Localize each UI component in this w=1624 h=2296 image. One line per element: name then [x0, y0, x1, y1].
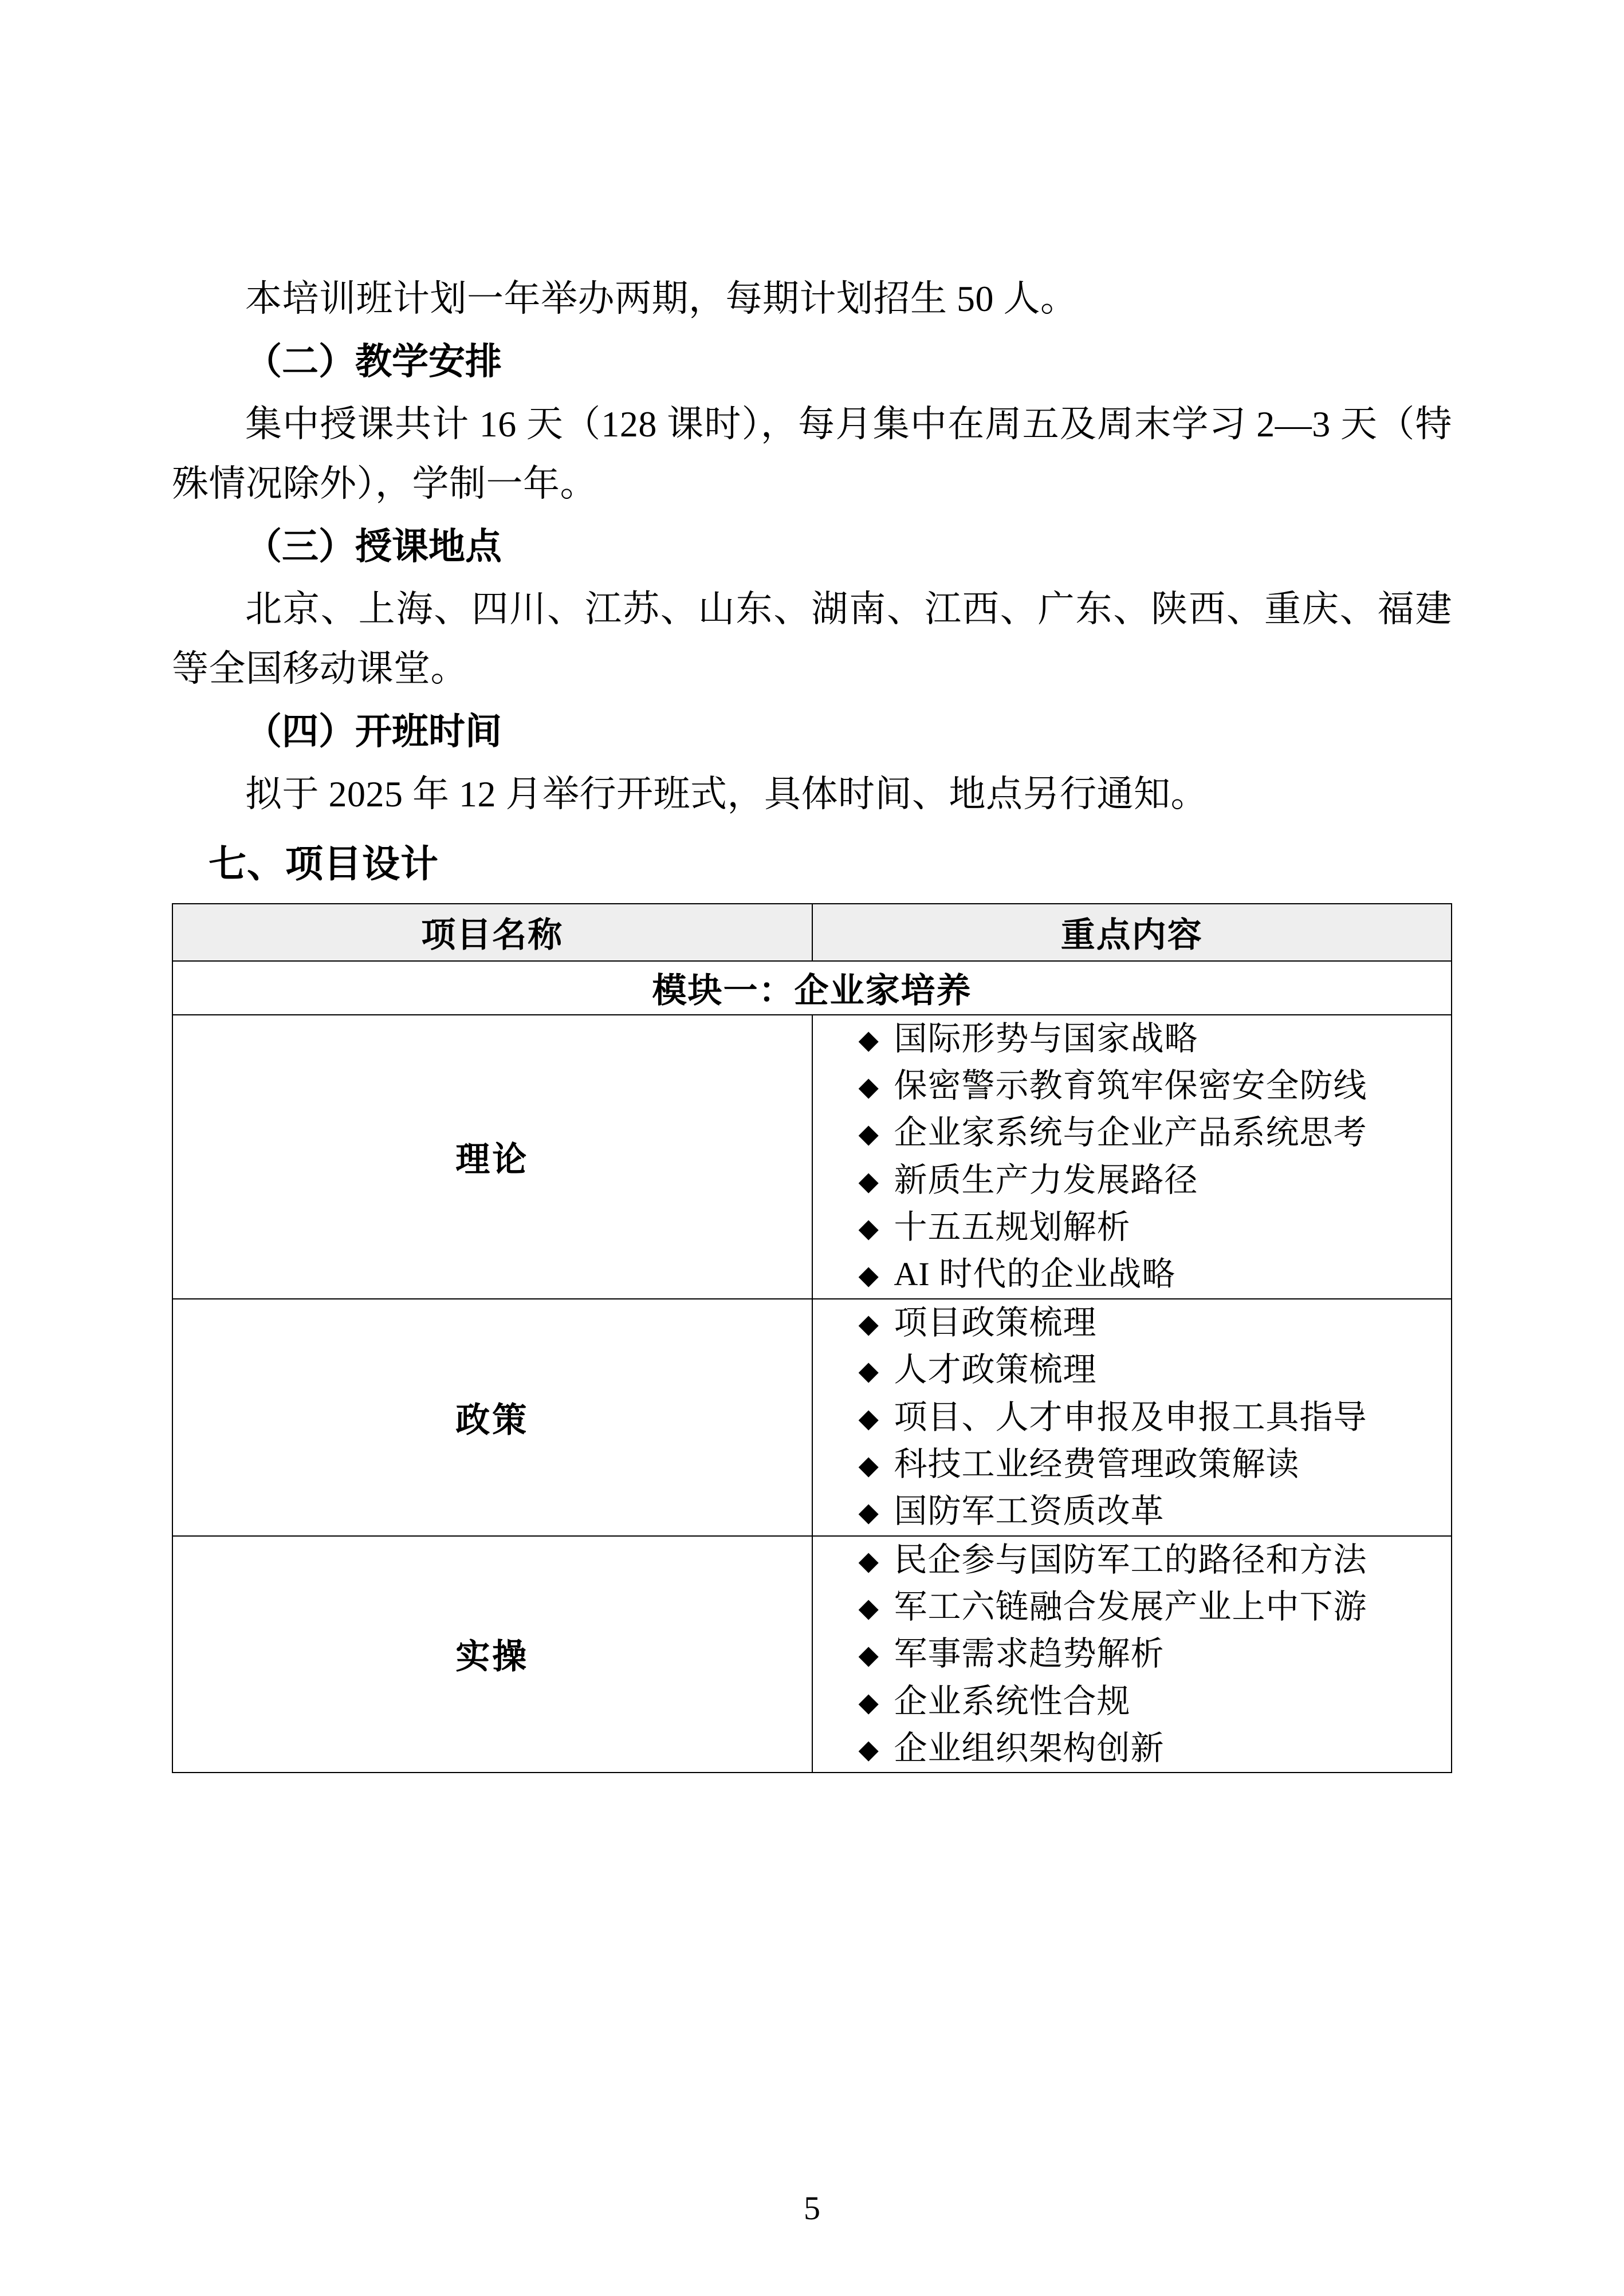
- list-item-label: 军工六链融合发展产业上中下游: [894, 1588, 1367, 1625]
- list-item: [859, 1346, 1452, 1393]
- list-item: [859, 1631, 1452, 1677]
- diamond-bullet-icon: ◆: [858, 1593, 879, 1622]
- category-cell-practice: 实操: [172, 1536, 812, 1773]
- table-row: [172, 1299, 1452, 1536]
- project-design-table: [172, 903, 1452, 1774]
- diamond-bullet-icon: ◆: [858, 1735, 879, 1765]
- list-item: [859, 1678, 1452, 1725]
- diamond-bullet-icon: ◆: [858, 1403, 879, 1433]
- paragraph-enrollment: 本培训班计划一年举办两期，每期计划招生 50 人。: [245, 278, 1078, 319]
- list-item-label: 项目政策梳理: [894, 1303, 1097, 1341]
- list-item: [859, 1584, 1452, 1631]
- list-item-label: 人才政策梳理: [894, 1351, 1097, 1389]
- table-row: [172, 1015, 1452, 1299]
- table-row-module-title: [172, 961, 1452, 1015]
- items-cell-theory: [812, 1015, 1452, 1299]
- paragraph-start-time: 拟于 2025 年 12 月举行开班式，具体时间、地点另行通知。: [245, 774, 1208, 815]
- table-header-row: [172, 904, 1452, 961]
- category-cell-policy: 政策: [172, 1299, 812, 1536]
- list-item-label: 企业系统性合规: [894, 1682, 1131, 1720]
- items-cell-policy: [812, 1299, 1452, 1536]
- list-item-label: 保密警示教育筑牢保密安全防线: [894, 1067, 1367, 1104]
- diamond-bullet-icon: ◆: [858, 1356, 879, 1386]
- table-row: [172, 1536, 1452, 1773]
- list-item-label: 企业家系统与企业产品系统思考: [894, 1114, 1367, 1152]
- module-title-cell: 模块一：企业家培养: [172, 961, 1452, 1015]
- list-item-label: 十五五规划解析: [894, 1208, 1131, 1246]
- list-item: [859, 1299, 1452, 1346]
- diamond-bullet-icon: ◆: [858, 1546, 879, 1576]
- paragraph-teaching-location: 北京、上海、四川、江苏、山东、湖南、江西、广东、陕西、重庆、福建等全国移动课堂。: [172, 589, 1452, 690]
- diamond-bullet-icon: ◆: [858, 1309, 879, 1338]
- diamond-bullet-icon: ◆: [858, 1687, 879, 1717]
- item-list-theory: [813, 1015, 1452, 1298]
- list-item-label: 企业组织架构创新: [894, 1730, 1165, 1767]
- section-heading-project-design: 七、项目设计: [209, 844, 439, 886]
- subheading-teaching-arrangement: （二）教学安排: [245, 341, 502, 382]
- diamond-bullet-icon: ◆: [858, 1119, 879, 1149]
- list-item: [859, 1015, 1452, 1062]
- list-item-label: AI 时代的企业战略: [894, 1255, 1176, 1293]
- items-cell-practice: [812, 1536, 1452, 1773]
- list-item-label: 国防军工资质改革: [894, 1492, 1165, 1530]
- item-list-practice: [813, 1537, 1452, 1773]
- diamond-bullet-icon: ◆: [858, 1261, 879, 1290]
- list-item: [859, 1488, 1452, 1535]
- list-item: [859, 1441, 1452, 1488]
- diamond-bullet-icon: ◆: [858, 1640, 879, 1670]
- list-item-label: 军事需求趋势解析: [894, 1635, 1165, 1673]
- list-item-label: 民企参与国防军工的路径和方法: [894, 1541, 1367, 1578]
- column-header-project-name: 项目名称: [172, 904, 812, 961]
- diamond-bullet-icon: ◆: [858, 1072, 879, 1102]
- list-item: [859, 1062, 1452, 1109]
- list-item: [859, 1537, 1452, 1584]
- list-item-label: 科技工业经费管理政策解读: [894, 1445, 1300, 1483]
- list-item: [859, 1109, 1452, 1156]
- list-item-label: 新质生产力发展路径: [894, 1161, 1198, 1199]
- subheading-start-time: （四）开班时间: [245, 711, 502, 752]
- list-item: [859, 1157, 1452, 1204]
- list-item: [859, 1251, 1452, 1298]
- paragraph-teaching-arrangement: 集中授课共计 16 天（128 课时），每月集中在周五及周末学习 2—3 天（特殊情况除外），学制一年。: [172, 404, 1452, 505]
- column-header-key-content: 重点内容: [812, 904, 1452, 961]
- list-item: [859, 1725, 1452, 1772]
- subheading-teaching-location: （三）授课地点: [245, 526, 502, 567]
- diamond-bullet-icon: ◆: [858, 1450, 879, 1480]
- category-cell-theory: 理论: [172, 1015, 812, 1299]
- list-item-label: 项目、人才申报及申报工具指导: [894, 1398, 1367, 1436]
- list-item: [859, 1204, 1452, 1251]
- item-list-policy: [813, 1299, 1452, 1535]
- diamond-bullet-icon: ◆: [858, 1498, 879, 1527]
- diamond-bullet-icon: ◆: [858, 1025, 879, 1054]
- diamond-bullet-icon: ◆: [858, 1214, 879, 1243]
- list-item-label: 国际形势与国家战略: [894, 1019, 1198, 1057]
- list-item: [859, 1394, 1452, 1441]
- page-number: 5: [804, 2189, 820, 2227]
- diamond-bullet-icon: ◆: [858, 1166, 879, 1196]
